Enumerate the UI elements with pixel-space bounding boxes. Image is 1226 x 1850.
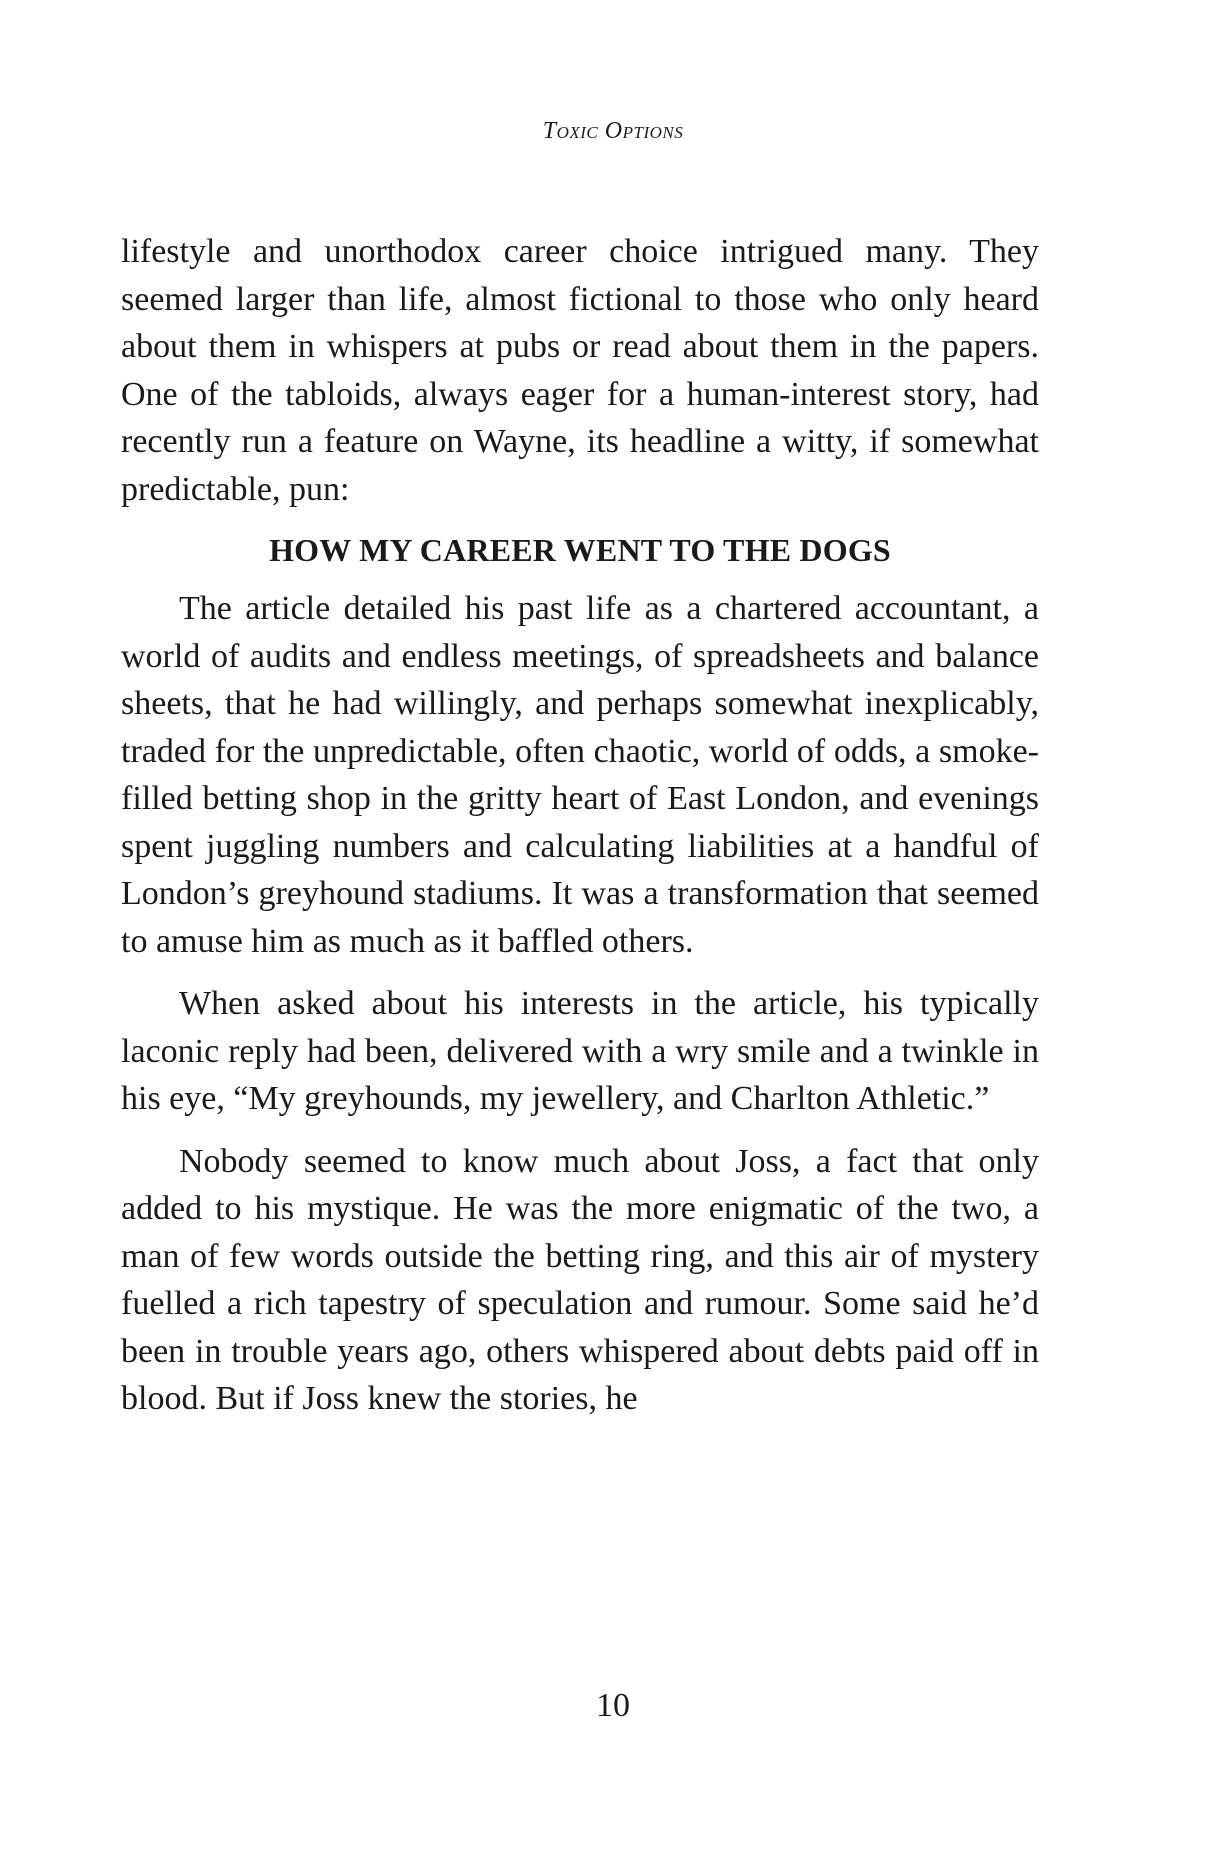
- running-header: Toxic Options: [542, 118, 684, 144]
- paragraph-interests: When asked about his interests in the article, his typically laconic reply had been, delivered with a wry smile and a twinkle in his eye, “My greyhounds, my jewellery, and Charlton Athletic.”: [121, 985, 1039, 1117]
- paragraph-continuation: lifestyle and unorthodox career choice intrigued many. They seemed larger than life, almost fictional to those who only heard about them in whispers at pubs or read about them in the papers. One of the tabloids, always eager for a human-interest story, had recently run a feature on Wayne, its headline a witty, if somewhat predictable, pun:: [121, 233, 1039, 508]
- paragraph-article-details: The article detailed his past life as a chartered accountant, a world of audits and endless meetings, of spreadsheets and balance sheets, that he had willingly, and perhaps somewhat inexplicably, traded for the unpredictable, often chaotic, world of odds, a smoke-filled betting shop in the gritty heart of East London, and evenings spent juggling numbers and calculating liabilities at a handful of London’s greyhound stadiums. It was a transformation that seemed to amuse him as much as it baffled others.: [121, 590, 1039, 960]
- page-number: 10: [596, 1687, 630, 1724]
- paragraph-joss: Nobody seemed to know much about Joss, a fact that only added to his mystique. He was the more enigmatic of the two, a man of few words outside the betting ring, and this air of mystery fuelled a rich tapestry of speculation and rumour. Some said he’d been in trouble years ago, others whispered about debts paid off in blood. But if Joss knew the stories, he: [121, 1142, 1039, 1417]
- body-text: [121, 228, 1039, 1423]
- article-headline: HOW MY CAREER WENT TO THE DOGS: [269, 532, 891, 568]
